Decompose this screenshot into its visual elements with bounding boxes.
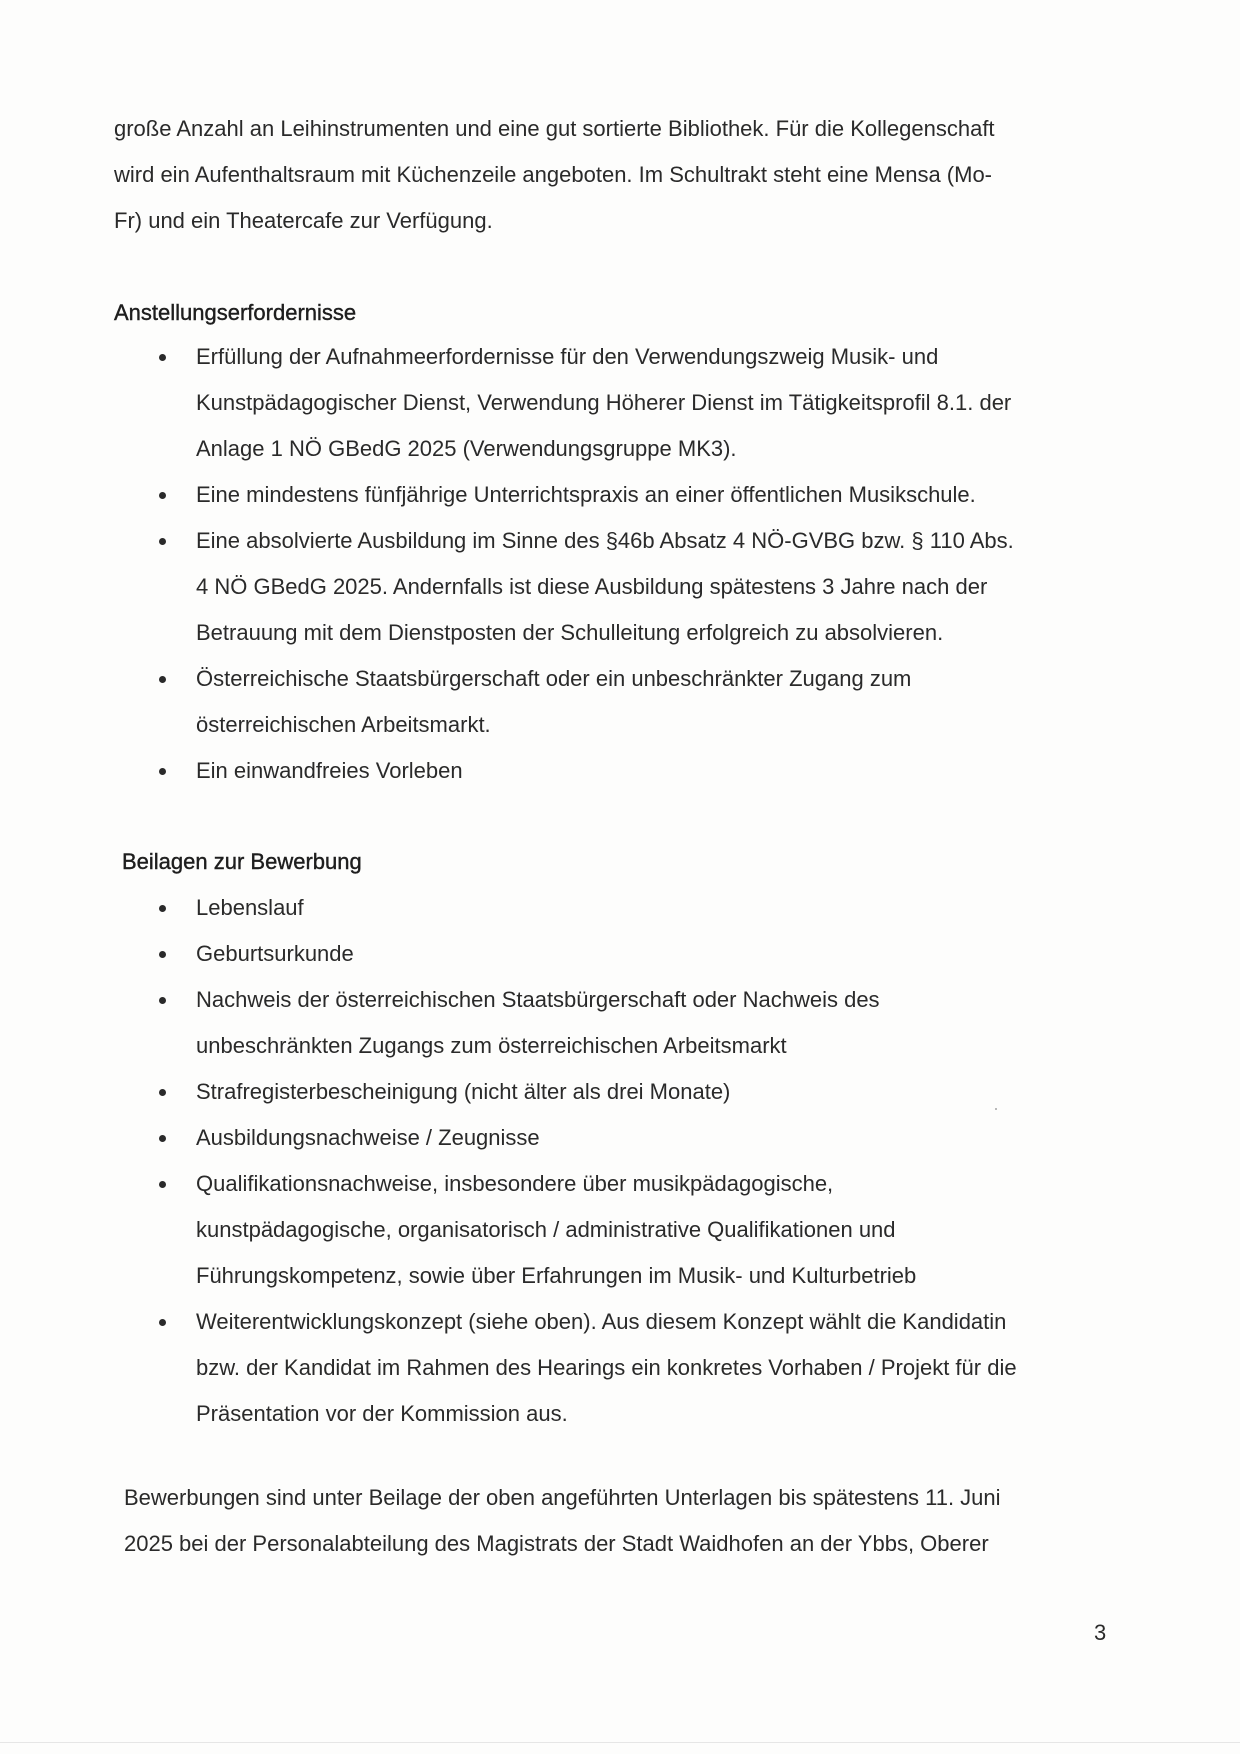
bullet-icon xyxy=(159,354,166,361)
list-item: Nachweis der österreichischen Staatsbürgerschaft oder Nachweis des unbeschränkten Zugangs zum österreichischen Arbeitsmarkt xyxy=(0,977,1116,1069)
bullet-icon xyxy=(159,676,166,683)
requirements-heading: Anstellungserfordernisse xyxy=(114,300,357,325)
scan-edge-line xyxy=(0,1742,1240,1743)
bullet-icon xyxy=(159,1319,166,1326)
bullet-icon xyxy=(159,997,166,1004)
bullet-icon xyxy=(159,1181,166,1188)
bullet-icon xyxy=(159,492,166,499)
list-item: Eine mindestens fünfjährige Unterrichtspraxis an einer öffentlichen Musikschule. xyxy=(0,472,1116,518)
intro-line: große Anzahl an Leihinstrumenten und eine gut sortierte Bibliothek. Für die Kollegenschaft xyxy=(114,116,995,141)
page-number: 3 xyxy=(1094,1620,1107,1645)
list-item: Eine absolvierte Ausbildung im Sinne des §46b Absatz 4 NÖ-GVBG bzw. § 110 Abs. 4 NÖ GBedG 2025. Andernfalls ist diese Ausbildung spätestens 3 Jahre nach der Betrauung mit dem Dienstposten der Schulleitung erfolgreich zu absolvieren. xyxy=(0,518,1116,656)
list-item: Strafregisterbescheinigung (nicht älter als drei Monate) xyxy=(0,1069,1116,1115)
list-item: Ein einwandfreies Vorleben xyxy=(0,748,1116,794)
list-item: Weiterentwicklungskonzept (siehe oben). Aus diesem Konzept wählt die Kandidatin bzw. der Kandidat im Rahmen des Hearings ein konkretes Vorhaben / Projekt für die Präsentation vor der Kommission aus. xyxy=(0,1299,1116,1437)
bullet-icon xyxy=(159,538,166,545)
bullet-icon xyxy=(159,768,166,775)
intro-line: wird ein Aufenthaltsraum mit Küchenzeile angeboten. Im Schultrakt steht eine Mensa (Mo- xyxy=(114,162,993,187)
bullet-icon xyxy=(159,1135,166,1142)
list-item: Geburtsurkunde xyxy=(0,931,1116,977)
intro-line: Fr) und ein Theatercafe zur Verfügung. xyxy=(114,208,493,233)
attachments-heading: Beilagen zur Bewerbung xyxy=(122,849,362,874)
closing-paragraph xyxy=(124,1475,1124,1567)
list-item: Qualifikationsnachweise, insbesondere über musikpädagogische, kunstpädagogische, organisatorisch / administrative Qualifikationen und Führungskompetenz, sowie über Erfahrungen im Musik- und Kulturbetrieb xyxy=(0,1161,1116,1299)
closing-line: 2025 bei der Personalabteilung des Magistrats der Stadt Waidhofen an der Ybbs, Oberer xyxy=(124,1531,989,1556)
bullet-icon xyxy=(159,1089,166,1096)
scan-speck xyxy=(995,1108,997,1110)
intro-paragraph xyxy=(114,106,1114,244)
attachments-list xyxy=(0,885,1116,1437)
list-item: Erfüllung der Aufnahmeerfordernisse für den Verwendungszweig Musik- und Kunstpädagogischer Dienst, Verwendung Höherer Dienst im Tätigkeitsprofil 8.1. der Anlage 1 NÖ GBedG 2025 (Verwendungsgruppe MK3). xyxy=(0,334,1116,472)
list-item: Ausbildungsnachweise / Zeugnisse xyxy=(0,1115,1116,1161)
list-item: Österreichische Staatsbürgerschaft oder ein unbeschränkter Zugang zum österreichischen Arbeitsmarkt. xyxy=(0,656,1116,748)
list-item: Lebenslauf xyxy=(0,885,1116,931)
requirements-list xyxy=(0,334,1116,794)
closing-line: Bewerbungen sind unter Beilage der oben angeführten Unterlagen bis spätestens 11. Juni xyxy=(124,1485,1001,1510)
bullet-icon xyxy=(159,951,166,958)
bullet-icon xyxy=(159,905,166,912)
